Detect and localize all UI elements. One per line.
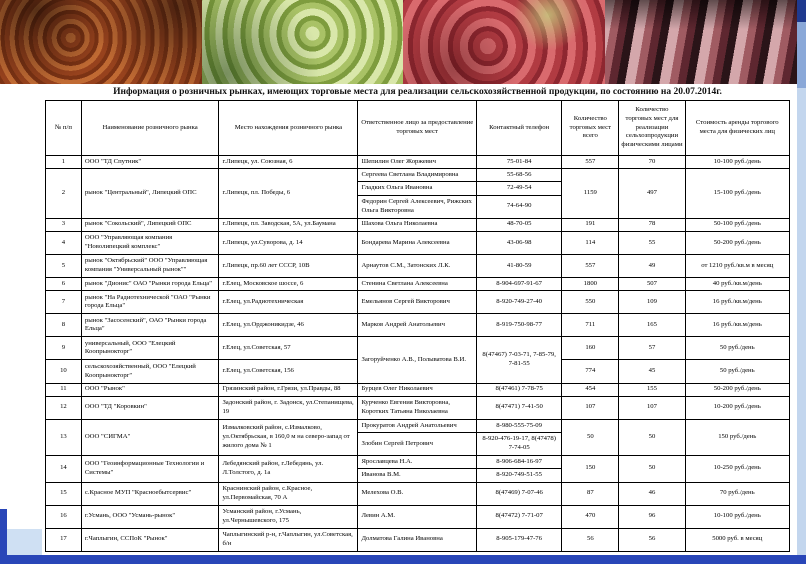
table-cell: 109 [619,291,685,314]
table-cell: 497 [619,169,685,219]
table-row [46,314,790,337]
table-cell: 55 [619,231,685,254]
table-cell: 46 [619,482,685,505]
table-row [46,231,790,254]
column-header: Наименование розничного рынка [81,101,219,156]
cabbage-photo [202,0,404,84]
table-cell: 10-250 руб./день [685,456,789,482]
table-cell: 7 [46,291,82,314]
table-cell: Ярославцева Н.А. [358,456,477,469]
table-row [46,482,790,505]
right-edge-medium-segment [797,22,806,88]
table-cell: Арнаутов С.М., Затонских Л.К. [358,255,477,278]
table-cell: 70 [619,156,685,169]
table-cell: 507 [619,278,685,291]
table-row [46,156,790,169]
table-cell: 8(47461) 7-78-75 [477,383,562,396]
table-row [46,278,790,291]
table-cell: г.Чаплыгин, ССПоК "Рынок" [81,528,219,551]
table-cell: Лебедянский район, г.Лебедянь, ул. Л.Толстого, д. 1а [219,456,358,482]
table-cell: ООО "СИГМА" [81,419,219,455]
table-header [46,101,790,156]
table-body [46,156,790,552]
table-cell: 55-68-56 [477,169,562,182]
table-cell: 8-919-750-98-77 [477,314,562,337]
table-cell: 774 [562,360,619,383]
table-row [46,337,790,360]
table-cell: с.Красное МУП "Красноебытсервис" [81,482,219,505]
table-cell: г.Елец, ул.Советская, 156 [219,360,358,383]
table-cell: 10-100 руб./день [685,505,789,528]
table-cell: 4 [46,231,82,254]
table-cell: 13 [46,419,82,455]
table-cell: 107 [619,396,685,419]
table-row [46,169,790,182]
table-cell: 8-920-749-51-55 [477,469,562,482]
table-cell: г.Липецк, пл. Заводская, 5А, ул.Баумана [219,218,358,231]
table-cell: 8-920-476-19-17, 8(47478) 7-74-05 [477,433,562,456]
table-cell: Бурцев Олег Николаевич [358,383,477,396]
table-row [46,528,790,551]
table-cell: г.Елец, ул.Радиотехническая [219,291,358,314]
table-cell: г.Липецк, пл. Победы, 6 [219,169,358,219]
table-cell: 15 [46,482,82,505]
table-cell: г.Елец, ул.Советская, 57 [219,337,358,360]
table-cell: г.Елец, ул.Орджоникидзе, 46 [219,314,358,337]
table-cell: Чаплыгинский р-н, г.Чаплыгин, ул.Советская, б/н [219,528,358,551]
table-cell: рынок "Дионис" ОАО "Рынки города Ельца" [81,278,219,291]
table-cell: г.Липецк, ул.Суворова, д. 14 [219,231,358,254]
table-cell: Задонский район, г. Задонск, ул.Степанищева, 19 [219,396,358,419]
table-cell: 165 [619,314,685,337]
table-row [46,383,790,396]
table-cell: ООО "ТД Спутник" [81,156,219,169]
table-cell: 150 руб./день [685,419,789,455]
table-cell: 43-06-98 [477,231,562,254]
table-cell: 155 [619,383,685,396]
apples-photo [403,0,605,84]
table-cell: 87 [562,482,619,505]
table-cell: 12 [46,396,82,419]
table-cell: 160 [562,337,619,360]
table-cell: 50 [619,456,685,482]
table-cell: 10-100 руб./день [685,156,789,169]
table-cell: г.Липецк, пр.60 лет СССР, 10В [219,255,358,278]
table-cell: Мелехова О.В. [358,482,477,505]
table-cell: 14 [46,456,82,482]
table-row [46,255,790,278]
table-cell: Сергеева Светлана Владимировна [358,169,477,182]
table-cell: 50 руб./день [685,337,789,360]
table-cell: г.Усмань, ООО "Усмань-рынок" [81,505,219,528]
bottom-edge-bar [0,555,806,564]
meat-photo [605,0,806,84]
table-cell: Грязинский район, г.Грязи, ул.Правды, 88 [219,383,358,396]
table-cell: 8-905-179-47-76 [477,528,562,551]
column-header: Количество торговых мест всего [562,101,619,156]
table-cell: 1800 [562,278,619,291]
table-cell: 75-01-84 [477,156,562,169]
table-cell: Левин А.М. [358,505,477,528]
table-cell: сельскохозяйственный, ООО "Елецкий Коопрынокторг" [81,360,219,383]
table-cell: 3 [46,218,82,231]
table-cell: 191 [562,218,619,231]
table-cell: Марков Андрей Анатольевич [358,314,477,337]
column-header: № п/п [46,101,82,156]
table-cell: Краснинский район, с.Красное, ул.Первомайская, 70 А [219,482,358,505]
table-cell: 6 [46,278,82,291]
table-cell: от 1210 руб./кв.м в месяц [685,255,789,278]
table-cell: Иванова В.М. [358,469,477,482]
table-cell: 78 [619,218,685,231]
table-cell: универсальный, ООО "Елецкий Коопрынокторг" [81,337,219,360]
table-cell: 550 [562,291,619,314]
table-cell: Шахова Ольга Николаевна [358,218,477,231]
table-row [46,505,790,528]
table-cell: 557 [562,156,619,169]
table-cell: 50 руб./день [685,360,789,383]
markets-table [45,100,790,552]
table-cell: рынок "Сокольский", Липецкий ОПС [81,218,219,231]
table-row [46,419,790,432]
column-header: Ответственное лицо за предоставление торговых мест [358,101,477,156]
table-cell: 40 руб./кв.м/день [685,278,789,291]
table-cell: 1 [46,156,82,169]
right-edge-dark-segment [797,0,806,22]
table-cell: рынок "Октябрьский" ООО "Управляющая компания "Универсальный рынок"" [81,255,219,278]
table-cell: Гладких Ольга Ивановна [358,182,477,195]
table-cell: 8-906-684-16-97 [477,456,562,469]
photo-banner [0,0,806,84]
table-row [46,218,790,231]
table-cell: 16 [46,505,82,528]
table-row [46,396,790,419]
table-cell: 8-980-555-75-09 [477,419,562,432]
page-title: Информация о розничных рынках, имеющих торговые места для реализации сельскохозяйственной продукции, по состоянию на 20.07.2014г. [113,87,722,97]
table-cell: Стенина Светлана Алексеевна [358,278,477,291]
table-cell: 41-80-59 [477,255,562,278]
table-cell: Бондарева Марина Алексеевна [358,231,477,254]
table-cell: 56 [619,528,685,551]
table-cell: Злобин Сергей Петрович [358,433,477,456]
potatoes-photo [0,0,202,84]
table-cell: 8-920-749-27-40 [477,291,562,314]
table-cell: 17 [46,528,82,551]
column-header: Количество торговых мест для реализации сельхозпродукции физическими лицами [619,101,685,156]
table-cell: 74-64-90 [477,195,562,218]
table-cell: 107 [562,396,619,419]
table-cell: Шепилин Олег Жоржевич [358,156,477,169]
table-cell: Федорин Сергей Алексеевич, Рижских Ольга Викторовна [358,195,477,218]
table-cell: 50 [562,419,619,455]
table-cell: ООО "Геоинформационные Технологии и Системы" [81,456,219,482]
table-cell: 8(47471) 7-41-50 [477,396,562,419]
table-cell: 57 [619,337,685,360]
table-cell: 454 [562,383,619,396]
table-cell: 70 руб./день [685,482,789,505]
table-cell: 49 [619,255,685,278]
table-cell: Усманский район, г.Усмань, ул.Чернышевского, 175 [219,505,358,528]
table-cell: 2 [46,169,82,219]
table-cell: Загоруйченко А.В., Полыватова В.И. [358,337,477,383]
table-cell: 5000 руб. в месяц [685,528,789,551]
table-cell: рынок "Центральный", Липецкий ОПС [81,169,219,219]
table-cell: 45 [619,360,685,383]
table-cell: 1159 [562,169,619,219]
table-cell: 8 [46,314,82,337]
table-cell: 470 [562,505,619,528]
column-header: Контактный телефон [477,101,562,156]
table-cell: 50-100 руб./день [685,218,789,231]
table-cell: Прокуратов Андрей Анатольевич [358,419,477,432]
table-cell: г.Липецк, ул. Союзная, 6 [219,156,358,169]
table-cell: Курченко Евгения Викторовна, Коротких Татьяна Николаевна [358,396,477,419]
bottom-left-edge-stub [0,509,7,555]
table-cell: ООО "ТД "Коровкин" [81,396,219,419]
table-cell: рынок "На Радиотехнической "ОАО "Рынки города Ельца" [81,291,219,314]
table-cell: г.Елец, Московское шоссе, 6 [219,278,358,291]
table-cell: 150 [562,456,619,482]
table-cell: 5 [46,255,82,278]
table-cell: 48-70-05 [477,218,562,231]
table-cell: 8(47472) 7-71-07 [477,505,562,528]
table-cell: 96 [619,505,685,528]
table-cell: 50-200 руб./день [685,383,789,396]
table-cell: 10 [46,360,82,383]
table-cell: 557 [562,255,619,278]
column-header: Стоимость аренды торгового места для физических лиц [685,101,789,156]
table-cell: ООО "Управляющая компания "Новолипецкий комплекс" [81,231,219,254]
table-cell: 50 [619,419,685,455]
table-cell: Долматова Галина Ивановна [358,528,477,551]
table-cell: 9 [46,337,82,360]
table-cell: 56 [562,528,619,551]
table-cell: 114 [562,231,619,254]
table-cell: 11 [46,383,82,396]
table-cell: 16 руб./кв.м/день [685,291,789,314]
table-cell: 50-200 руб./день [685,231,789,254]
table-cell: 15-100 руб./день [685,169,789,219]
table-cell: рынок "Засосенский", ОАО "Рынки города Ельца" [81,314,219,337]
table-cell: Измалковский район, с.Измалково, ул.Октябрьская, в 160,0 м на северо-запад от жилого дома № 1 [219,419,358,455]
table-cell: 8(47467) 7-03-71, 7-85-79, 7-81-55 [477,337,562,383]
table-cell: 8-904-697-91-67 [477,278,562,291]
table-row [46,291,790,314]
table-cell: 10-200 руб./день [685,396,789,419]
table-row [46,456,790,469]
table-cell: Емельянов Сергей Викторович [358,291,477,314]
column-header: Место нахождения розничного рынка [219,101,358,156]
table-cell: 72-49-54 [477,182,562,195]
table-cell: 16 руб./кв.м/день [685,314,789,337]
table-cell: 8(47469) 7-07-46 [477,482,562,505]
table-cell: 711 [562,314,619,337]
table-cell: ООО "Рынок" [81,383,219,396]
